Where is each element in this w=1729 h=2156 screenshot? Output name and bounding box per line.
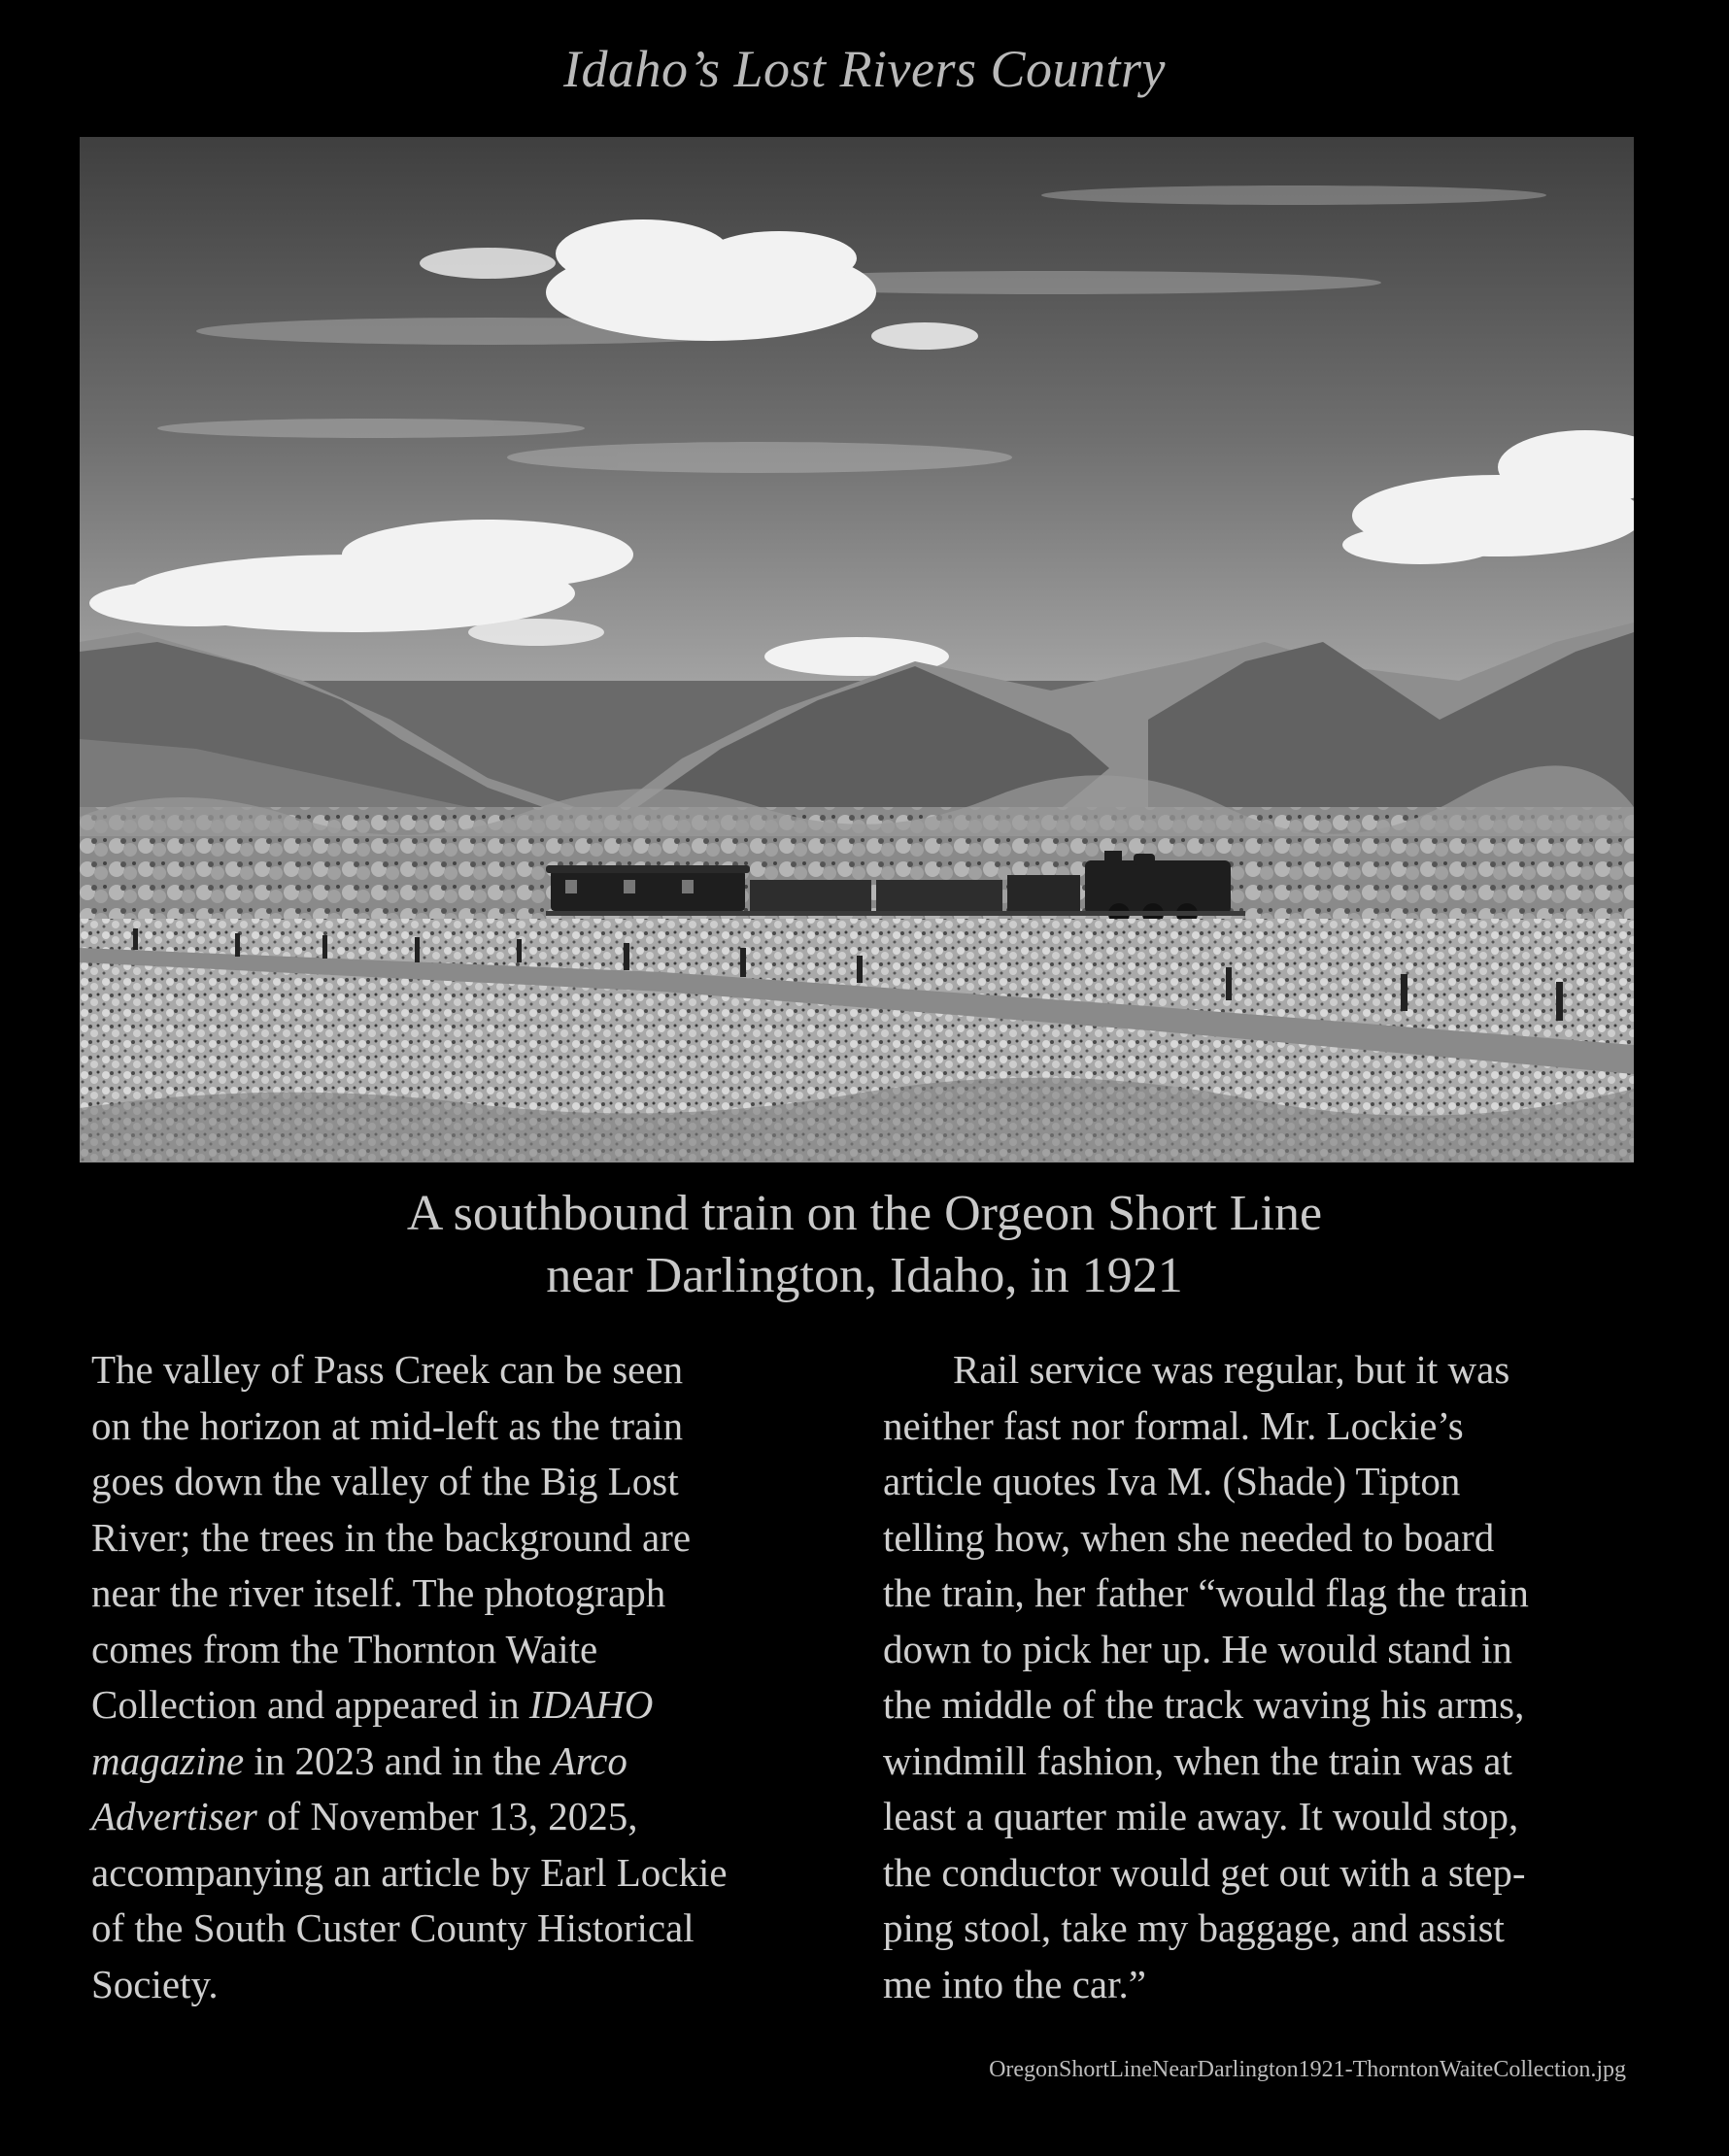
right-line: windmill fashion, when the train was at xyxy=(883,1737,1512,1783)
photo-caption xyxy=(0,1183,1729,1307)
right-line: telling how, when she needed to board xyxy=(883,1514,1495,1560)
publication-title: Arco xyxy=(551,1737,627,1783)
right-text-column xyxy=(883,1342,1660,2012)
train-photograph xyxy=(80,137,1634,1162)
page-title: Idaho’s Lost Rivers Country xyxy=(562,40,1167,98)
publication-title: Advertiser xyxy=(91,1794,257,1838)
left-line xyxy=(91,1789,849,1845)
text-run: in 2023 and in the xyxy=(244,1737,552,1783)
left-line: of the South Custer County Historical xyxy=(91,1905,695,1950)
right-line: the train, her father “would flag the train xyxy=(883,1570,1529,1615)
left-line: accompanying an article by Earl Lockie xyxy=(91,1849,728,1895)
text-run: of November 13, 2025, xyxy=(256,1794,638,1838)
left-text-column xyxy=(91,1342,849,2012)
right-line: article quotes Iva M. (Shade) Tipton xyxy=(883,1459,1461,1503)
left-line: Society. xyxy=(91,1961,219,2006)
right-line: Rail service was regular, but it was xyxy=(953,1347,1510,1392)
right-line: the conductor would get out with a step- xyxy=(883,1849,1526,1895)
publication-title: magazine xyxy=(91,1737,245,1783)
left-line: River; the trees in the background are xyxy=(91,1514,692,1560)
right-line: least a quarter mile away. It would stop, xyxy=(883,1794,1519,1838)
left-line: comes from the Thornton Waite xyxy=(91,1626,598,1671)
left-line: The valley of Pass Creek can be seen xyxy=(91,1347,684,1392)
right-line: the middle of the track waving his arms, xyxy=(883,1682,1525,1727)
text-run: Collection and appeared in xyxy=(91,1682,529,1727)
left-line: goes down the valley of the Big Lost xyxy=(91,1459,679,1503)
right-line: me into the car.” xyxy=(883,1961,1146,2006)
right-line: ping stool, take my baggage, and assist xyxy=(883,1905,1505,1950)
right-line: down to pick her up. He would stand in xyxy=(883,1626,1512,1671)
left-line xyxy=(91,1734,849,1790)
right-line: neither fast nor formal. Mr. Lockie’s xyxy=(883,1402,1464,1448)
left-line xyxy=(91,1677,849,1734)
publication-title: IDAHO xyxy=(528,1682,654,1727)
left-line: on the horizon at mid-left as the train xyxy=(91,1402,684,1448)
photo-illustration xyxy=(80,137,1634,1162)
left-line: near the river itself. The photograph xyxy=(91,1570,666,1615)
caption-line-2: near Darlington, Idaho, in 1921 xyxy=(546,1248,1183,1303)
image-filename: OregonShortLineNearDarlington1921-ThorntonWaiteCollection.jpg xyxy=(989,2057,1626,2082)
caption-line-1: A southbound train on the Orgeon Short Line xyxy=(406,1186,1323,1241)
